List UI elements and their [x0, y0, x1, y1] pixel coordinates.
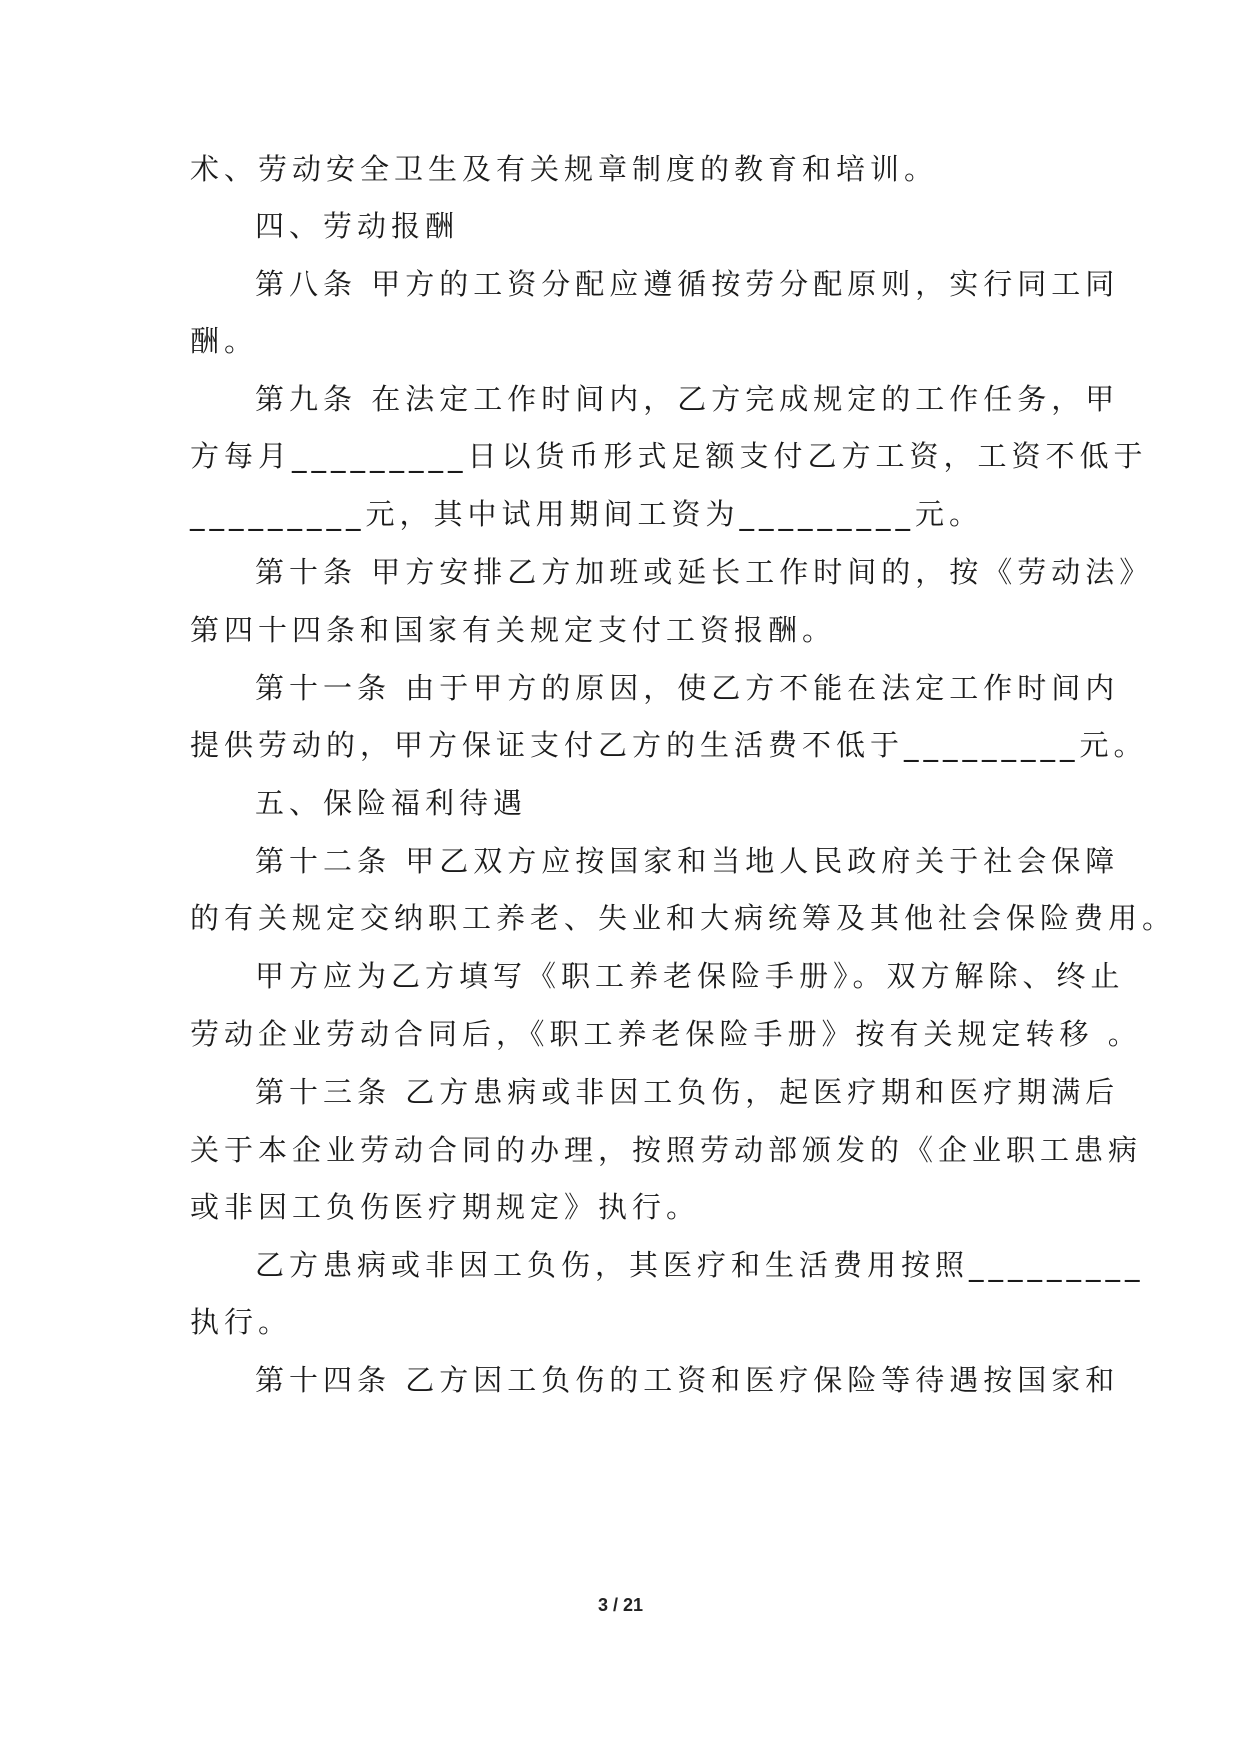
paragraph-line: 劳动企业劳动合同后，《职工养老保险手册》按有关规定转移 。 — [190, 1017, 1142, 1051]
article-11-line-2: 提供劳动的，甲方保证支付乙方的生活费不低于_________元。 — [190, 728, 1148, 762]
article-11-line-1: 第十一条 由于甲方的原因，使乙方不能在法定工作时间内 — [255, 671, 1120, 705]
article-13-line-1: 第十三条 乙方患病或非因工负伤，起医疗期和医疗期满后 — [255, 1075, 1120, 1109]
article-9-line-2: 方每月_________日以货币形式足额支付乙方工资，工资不低于 — [190, 439, 1148, 473]
page-number: 3 / 21 — [597, 1595, 644, 1615]
article-9-line-3: _________元，其中试用期间工资为_________元。 — [190, 497, 984, 531]
paragraph-line: 执行。 — [190, 1305, 293, 1339]
article-10-line-2: 第四十四条和国家有关规定支付工资报酬。 — [190, 613, 837, 647]
section-heading: 五、保险福利待遇 — [255, 786, 528, 820]
article-8-line-1: 第八条 甲方的工资分配应遵循按劳分配原则，实行同工同 — [255, 267, 1120, 301]
article-9-line-1: 第九条 在法定工作时间内，乙方完成规定的工作任务，甲 — [255, 382, 1120, 416]
article-13-line-2: 关于本企业劳动合同的办理，按照劳动部颁发的《企业职工患病 — [190, 1133, 1143, 1167]
text-line: 术、劳动安全卫生及有关规章制度的教育和培训。 — [190, 152, 939, 186]
paragraph-line: 乙方患病或非因工负伤，其医疗和生活费用按照_________ — [255, 1248, 1145, 1282]
article-13-line-3: 或非因工负伤医疗期规定》执行。 — [190, 1190, 701, 1224]
article-14-line-1: 第十四条 乙方因工负伤的工资和医疗保险等待遇按国家和 — [255, 1363, 1120, 1397]
article-12-line-1: 第十二条 甲乙双方应按国家和当地人民政府关于社会保障 — [255, 844, 1120, 878]
article-10-line-1: 第十条 甲方安排乙方加班或延长工作时间的，按《劳动法》 — [255, 555, 1154, 589]
paragraph-line: 甲方应为乙方填写《职工养老保险手册》。双方解除、终止 — [255, 959, 1125, 993]
section-heading: 四、劳动报酬 — [255, 209, 460, 243]
article-8-line-2: 酬。 — [190, 324, 259, 358]
article-12-line-2: 的有关规定交纳职工养老、失业和大病统筹及其他社会保险费用。 — [190, 901, 1177, 935]
